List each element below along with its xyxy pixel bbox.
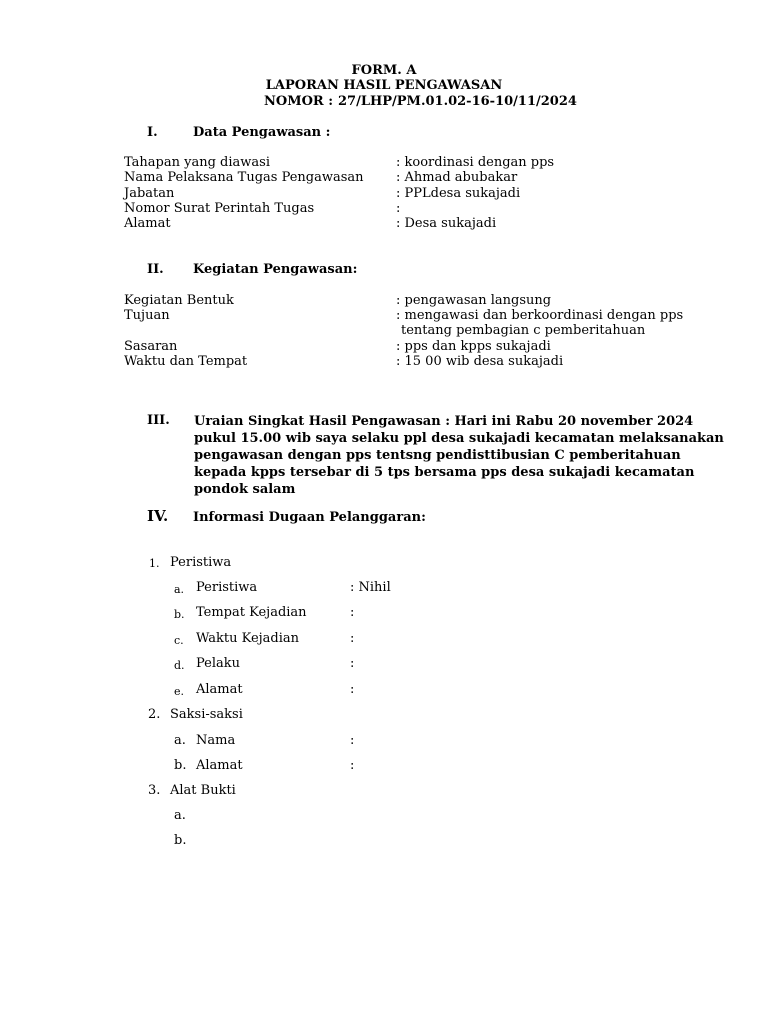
section2-row-value: : 15 00 wib desa sukajadi [396, 354, 564, 369]
section3-number: III. [147, 413, 170, 428]
sub-item-label: Nama [196, 733, 236, 748]
item-label: Peristiwa [170, 555, 232, 570]
sub-item-label: Pelaku [196, 656, 241, 671]
section1-title: Data Pengawasan : [193, 125, 331, 140]
sub-item-label: Alamat [196, 682, 243, 697]
section1-row-label: Nama Pelaksana Tugas Pengawasan [124, 170, 364, 185]
sub-item-value: : [350, 605, 355, 620]
section2-row-label: Tujuan [124, 308, 170, 323]
sub-item-label: Alamat [196, 758, 243, 773]
sub-item-letter: b. [174, 833, 187, 848]
sub-item-value: : [350, 733, 355, 748]
document-title: LAPORAN HASIL PENGAWASAN [265, 78, 503, 93]
section2-title: Kegiatan Pengawasan: [193, 262, 358, 277]
section1-row-value: : Ahmad abubakar [396, 170, 518, 185]
item-label: Saksi-saksi [170, 707, 243, 722]
item-number: 3. [148, 783, 161, 798]
section1-row-label: Tahapan yang diawasi [124, 155, 270, 170]
sub-item-letter: b. [174, 608, 185, 621]
sub-item-letter: e. [174, 685, 185, 698]
nomor-value: 27/LHP/PM.01.02-16-10/11/2024 [338, 94, 577, 109]
sub-item-value: : [350, 656, 355, 671]
section1-row-label: Nomor Surat Perintah Tugas [124, 201, 315, 216]
section2-row-label: Waktu dan Tempat [124, 354, 248, 369]
sub-item-label: Waktu Kejadian [196, 631, 300, 646]
item-number: 2. [148, 707, 161, 722]
section2-row-label: Sasaran [124, 339, 178, 354]
section3-summary-text: Uraian Singkat Hasil Pengawasan : Hari ini Rabu 20 november 2024 pukul 15.00 wib saya selaku ppl desa sukajadi kecamatan melaksanakan pengawasan dengan pps tentsng pendisttibusian C pemberitahuan kepada kpps tersebar di 5 tps bersama pps desa sukajadi kecamatan pondok salam [194, 414, 724, 497]
sub-item-letter: a. [174, 583, 185, 596]
form-code: FORM. A [351, 63, 417, 78]
section2-row-value: : pps dan kpps sukajadi [396, 339, 551, 354]
section2-row-value: : mengawasi dan berkoordinasi dengan pps [396, 308, 684, 323]
sub-item-letter: b. [174, 758, 187, 773]
section2-row-value: : pengawasan langsung [396, 293, 552, 308]
sub-item-value: : [350, 682, 355, 697]
section1-number: I. [147, 125, 158, 140]
sub-item-value: : Nihil [350, 580, 391, 595]
nomor-label: NOMOR : [264, 94, 334, 109]
section2-row-value-continued: tentang pembagian c pemberitahuan [401, 323, 646, 338]
sub-item-letter: d. [174, 659, 185, 672]
section2-number: II. [147, 262, 164, 277]
item-label: Alat Bukti [170, 783, 236, 798]
section1-row-label: Alamat [124, 216, 171, 231]
sub-item-value: : [350, 758, 355, 773]
sub-item-letter: a. [174, 733, 186, 748]
section1-row-value: : Desa sukajadi [396, 216, 497, 231]
sub-item-value: : [350, 631, 355, 646]
sub-item-label: Tempat Kejadian [196, 605, 307, 620]
sub-item-letter: c. [174, 634, 184, 647]
section1-row-label: Jabatan [124, 186, 175, 201]
item-number: 1. [149, 557, 160, 570]
section4-number: IV. [147, 507, 169, 525]
sub-item-label: Peristiwa [196, 580, 258, 595]
section1-row-value: : PPLdesa sukajadi [396, 186, 521, 201]
section1-row-value: : [396, 201, 401, 216]
section4-title: Informasi Dugaan Pelanggaran: [193, 510, 426, 525]
section1-row-value: : koordinasi dengan pps [396, 155, 555, 170]
sub-item-letter: a. [174, 808, 186, 823]
section2-row-label: Kegiatan Bentuk [124, 293, 234, 308]
